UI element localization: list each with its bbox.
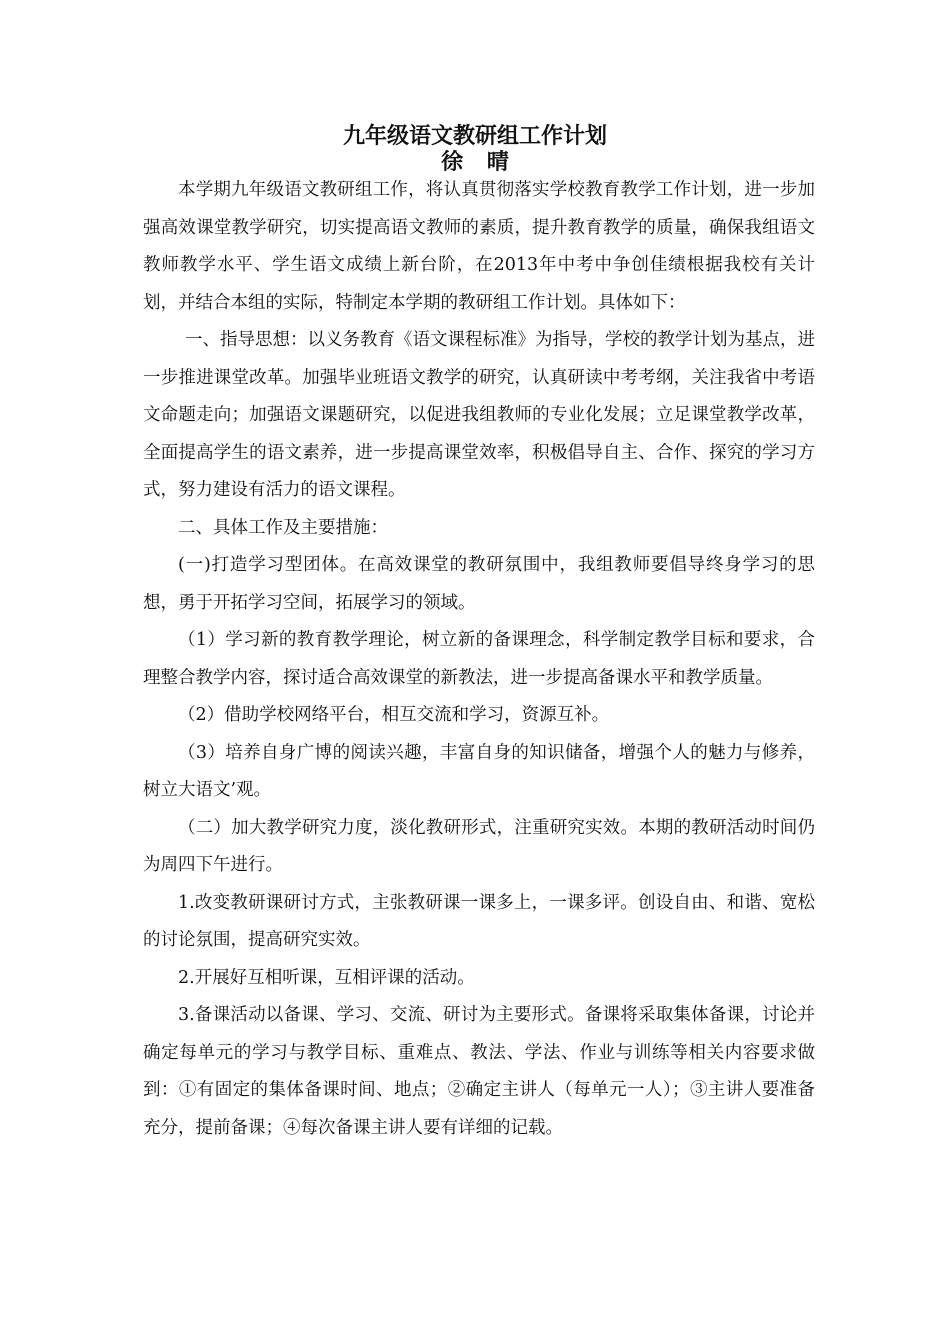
- document-body: [143, 172, 815, 1147]
- paragraph-point-2: 2.开展好互相听课，互相评课的活动。: [178, 967, 475, 988]
- paragraph-section-heading: 二、具体工作及主要措施：: [178, 517, 388, 538]
- paragraph-intro: 本学期九年级语文教研组工作，将认真贯彻落实学校教育教学工作计划，进一步加强高效课堂教学研究，切实提高语文教师的素质，提升教育教学的质量，确保我组语文教师教学水平、学生语文成绩上新台阶，在2013年中考中争创佳绩根据我校有关计划，并结合本组的实际，特制定本学期的教研组工作计划。具体如下：: [143, 180, 815, 313]
- paragraph-learning-team: (一)打造学习型团体。在高效课堂的教研氛围中，我组教师要倡导终身学习的思想，勇于开拓学习空间，拓展学习的领域。: [143, 555, 815, 613]
- paragraph-point-3: 3.备课活动以备课、学习、交流、研讨为主要形式。备课将采取集体备课，讨论并确定每单元的学习与教学目标、重难点、教法、学法、作业与训练等相关内容要求做到：①有固定的集体备课时间、地点；②确定主讲人（每单元一人）；③主讲人要准备充分，提前备课；④每次备课主讲人要有详细的记载。: [143, 1005, 815, 1138]
- document-title: 九年级语文教研组工作计划: [342, 124, 607, 149]
- paragraph-item-1: （1）学习新的教育教学理论，树立新的备课理念，科学制定教学目标和要求，合理整合教学内容，探讨适合高效课堂的新教法，进一步提高备课水平和教学质量。: [143, 630, 815, 688]
- paragraph-guiding-thought: 一、指导思想：以义务教育《语文课程标准》为指导，学校的教学计划为基点，进一步推进课堂改革。加强毕业班语文教学的研究，认真研读中考考纲，关注我省中考语文命题走向；加强语文课题研究，以促进我组教师的专业化发展；立足课堂教学改革，全面提高学生的语文素养，进一步提高课堂效率，积极倡导自主、合作、探究的学习方式，努力建设有活力的语文课程。: [143, 330, 815, 500]
- paragraph-item-2: （2）借助学校网络平台，相互交流和学习，资源互补。: [178, 705, 610, 725]
- paragraph-research: （二）加大教学研究力度，淡化教研形式，注重研究实效。本期的教研活动时间仍为周四下午进行。: [143, 817, 815, 875]
- paragraph-point-1: 1.改变教研课研讨方式，主张教研课一课多上，一课多评。创设自由、和谐、宽松的讨论氛围，提高研究实效。: [143, 892, 815, 950]
- paragraph-item-3: （3）培养自身广博的阅读兴趣，丰富自身的知识储备，增强个人的魅力与修养，树立大语文’观。: [143, 742, 815, 800]
- document-author: 徐 晴: [441, 150, 517, 175]
